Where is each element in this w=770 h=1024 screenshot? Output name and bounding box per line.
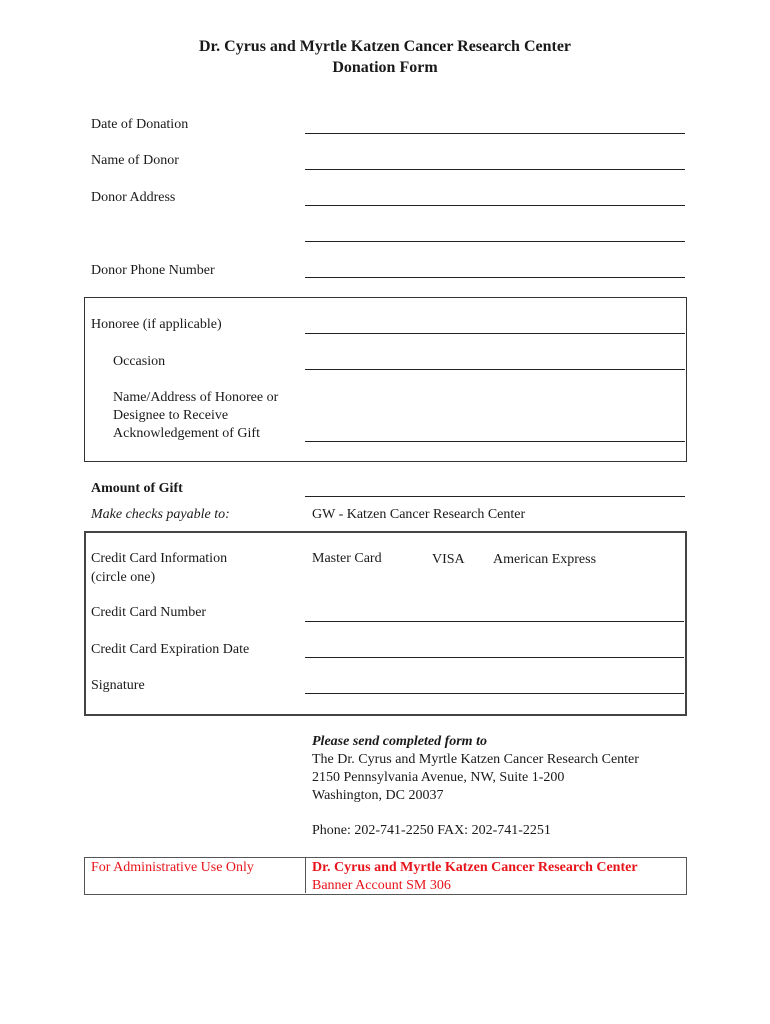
signature-field[interactable]: [305, 693, 684, 694]
mail-instruction: Please send completed form to: [312, 734, 487, 749]
date-label: Date of Donation: [91, 117, 189, 132]
option-visa[interactable]: VISA: [432, 552, 465, 567]
signature-label: Signature: [91, 678, 145, 693]
donor-address-label: Donor Address: [91, 190, 176, 205]
admin-account: Banner Account SM 306: [312, 878, 451, 893]
option-master-card[interactable]: Master Card: [312, 551, 382, 566]
donor-address-field-1[interactable]: [305, 205, 685, 206]
mail-city: Washington, DC 20037: [312, 788, 444, 803]
cc-info-label-2: (circle one): [91, 570, 156, 585]
donor-address-field-2[interactable]: [305, 241, 685, 242]
date-field[interactable]: [305, 133, 685, 134]
cc-expiration-label: Credit Card Expiration Date: [91, 642, 250, 657]
cc-info-label-1: Credit Card Information: [91, 551, 228, 566]
donor-phone-label: Donor Phone Number: [91, 263, 215, 278]
donor-phone-field[interactable]: [305, 277, 685, 278]
admin-center: Dr. Cyrus and Myrtle Katzen Cancer Research Center: [312, 860, 638, 875]
form-subtitle: Donation Form: [332, 59, 438, 76]
option-american-express[interactable]: American Express: [493, 552, 597, 567]
amount-label: Amount of Gift: [91, 481, 183, 496]
cc-number-field[interactable]: [305, 621, 684, 622]
honoree-address-field[interactable]: [305, 441, 685, 442]
mail-street: 2150 Pennsylvania Avenue, NW, Suite 1-200: [312, 770, 565, 785]
checks-payee: GW - Katzen Cancer Research Center: [312, 507, 526, 522]
honoree-label: Honoree (if applicable): [91, 317, 222, 332]
occasion-field[interactable]: [305, 369, 685, 370]
form-title: Dr. Cyrus and Myrtle Katzen Cancer Research Center: [198, 38, 572, 55]
donor-name-label: Name of Donor: [91, 153, 179, 168]
checks-label: Make checks payable to:: [91, 507, 230, 522]
cc-expiration-field[interactable]: [305, 657, 684, 658]
occasion-label: Occasion: [113, 354, 166, 369]
honoree-address-label-1: Name/Address of Honoree or: [113, 390, 279, 405]
donor-name-field[interactable]: [305, 169, 685, 170]
honoree-field[interactable]: [305, 333, 685, 334]
amount-field[interactable]: [305, 496, 685, 497]
mail-name: The Dr. Cyrus and Myrtle Katzen Cancer Research Center: [312, 752, 639, 767]
cc-number-label: Credit Card Number: [91, 605, 207, 620]
admin-label: For Administrative Use Only: [91, 860, 254, 875]
honoree-address-label-3: Acknowledgement of Gift: [113, 426, 260, 441]
honoree-address-label-2: Designee to Receive: [113, 408, 229, 423]
admin-divider: [305, 857, 306, 893]
mail-phone-fax: Phone: 202-741-2250 FAX: 202-741-2251: [312, 823, 551, 838]
